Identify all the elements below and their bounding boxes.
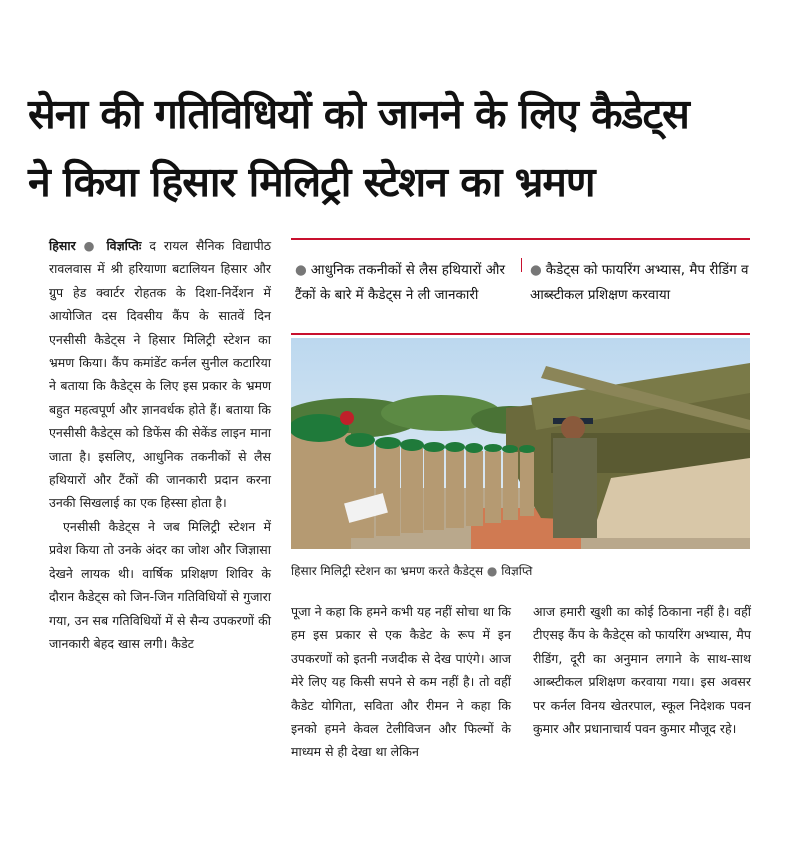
news-photo [291,338,750,549]
bullet-icon: ● [486,564,498,578]
headline-line-2: ने किया हिसार मिलिट्री स्टेशन का भ्रमण [28,158,595,206]
article-paragraph-1: द रायल सैनिक विद्यापीठ रावलवास में श्री हरियाणा बटालियन हिसार और ग्रुप हेड क्वार्टर रोहतक के दिशा-निर्देशन में आयोजित दस दिवसीय कैंप के सातवें दिन एनसीसी कैडेट्स ने हिसार मिलिट्री स्टेशन का भ्रमण किया। कैंप कमांडेंट कर्नल सुनील कटारिया ने बताया कि कैडेट्स के लिए इस प्रकार के भ्रमण बहुत महत्वपूर्ण और ज्ञानवर्धक होते हैं। बताया कि एनसीसी कैडेट्स को डिफेंस की सेकेंड लाइन माना जाता है। इसलिए, आधुनिक तकनीकों से लैस हथियारों और टैंकों की जानकारी प्रदान करना उनकी सिखलाई का एक हिस्सा होता है। [49,238,271,511]
article-column-3-text: आज हमारी खुशी का कोई ठिकाना नहीं है। वहीं टीएसइ कैंप के कैडेट्स को फायरिंग अभ्यास, मैप रीडिंग, दूरी का अनुमान लगाने के साथ-साथ आब्स्टीकल प्रशिक्षण करवाया गया। इस अवसर पर कर्नल विनय खेतरपाल, स्कूल निदेशक पवन कुमार और प्रधानाचार्य पवन कुमार मौजूद रहे। [533,604,751,737]
article-column-2-text: पूजा ने कहा कि हमने कभी यह नहीं सोचा था कि हम इस प्रकार से एक कैडेट के रूप में इन उपकरणों को इतनी नजदीक से देख पाएंगे। आज मेरे लिए यह किसी सपने से कम नहीं है। तो वहीं कैडेट योगिता, सविता और रीमन ने कहा कि इनको हमने केवल टेलीविजन और फिल्मों के माध्यम से ही देखा था लेकिन [291,604,511,760]
bullet-icon: ● [83,238,99,253]
highlight-2-text: कैडेट्स को फायरिंग अभ्यास, मैप रीडिंग व आब्स्टीकल प्रशिक्षण करवाया [530,262,749,303]
highlight-separator [521,258,522,272]
article-column-3 [533,600,751,740]
headline-line-1: सेना की गतिविधियों को जानने के लिए कैडेट्स [28,90,689,138]
dateline-city: हिसार [49,238,76,253]
headline [28,80,778,216]
highlights-top-rule [291,238,750,240]
photo-caption-text: हिसार मिलिट्री स्टेशन का भ्रमण करते कैडेट्स [291,564,484,578]
photo-caption [291,563,750,579]
photo-credit: विज्ञप्ति [501,564,533,578]
article-column-2 [291,600,511,764]
highlight-1 [295,258,511,308]
dateline-source: विज्ञप्तिः [106,238,142,253]
highlight-1-text: आधुनिक तकनीकों से लैस हथियारों और टैंकों के बारे में कैडेट्स ने ली जानकारी [295,262,505,303]
photo-cadets-with-tank [291,338,750,549]
article-paragraph-2: एनसीसी कैडेट्स ने जब मिलिट्री स्टेशन में प्रवेश किया तो उनके अंदर का जोश और जिज्ञासा देखने लायक थी। वार्षिक प्रशिक्षण शिविर के दौरान कैडेट्स को जिन-जिन गतिविधियों से गुजारा गया, उन सब गतिविधियों में से सैन्य उपकरणों की जानकारी बेहद खास लगी। कैडेट [49,518,271,651]
bullet-icon: ● [530,262,542,278]
bullet-icon: ● [295,262,307,278]
highlights-bottom-rule [291,333,750,335]
article-column-1 [49,234,271,655]
highlight-2 [530,258,750,308]
